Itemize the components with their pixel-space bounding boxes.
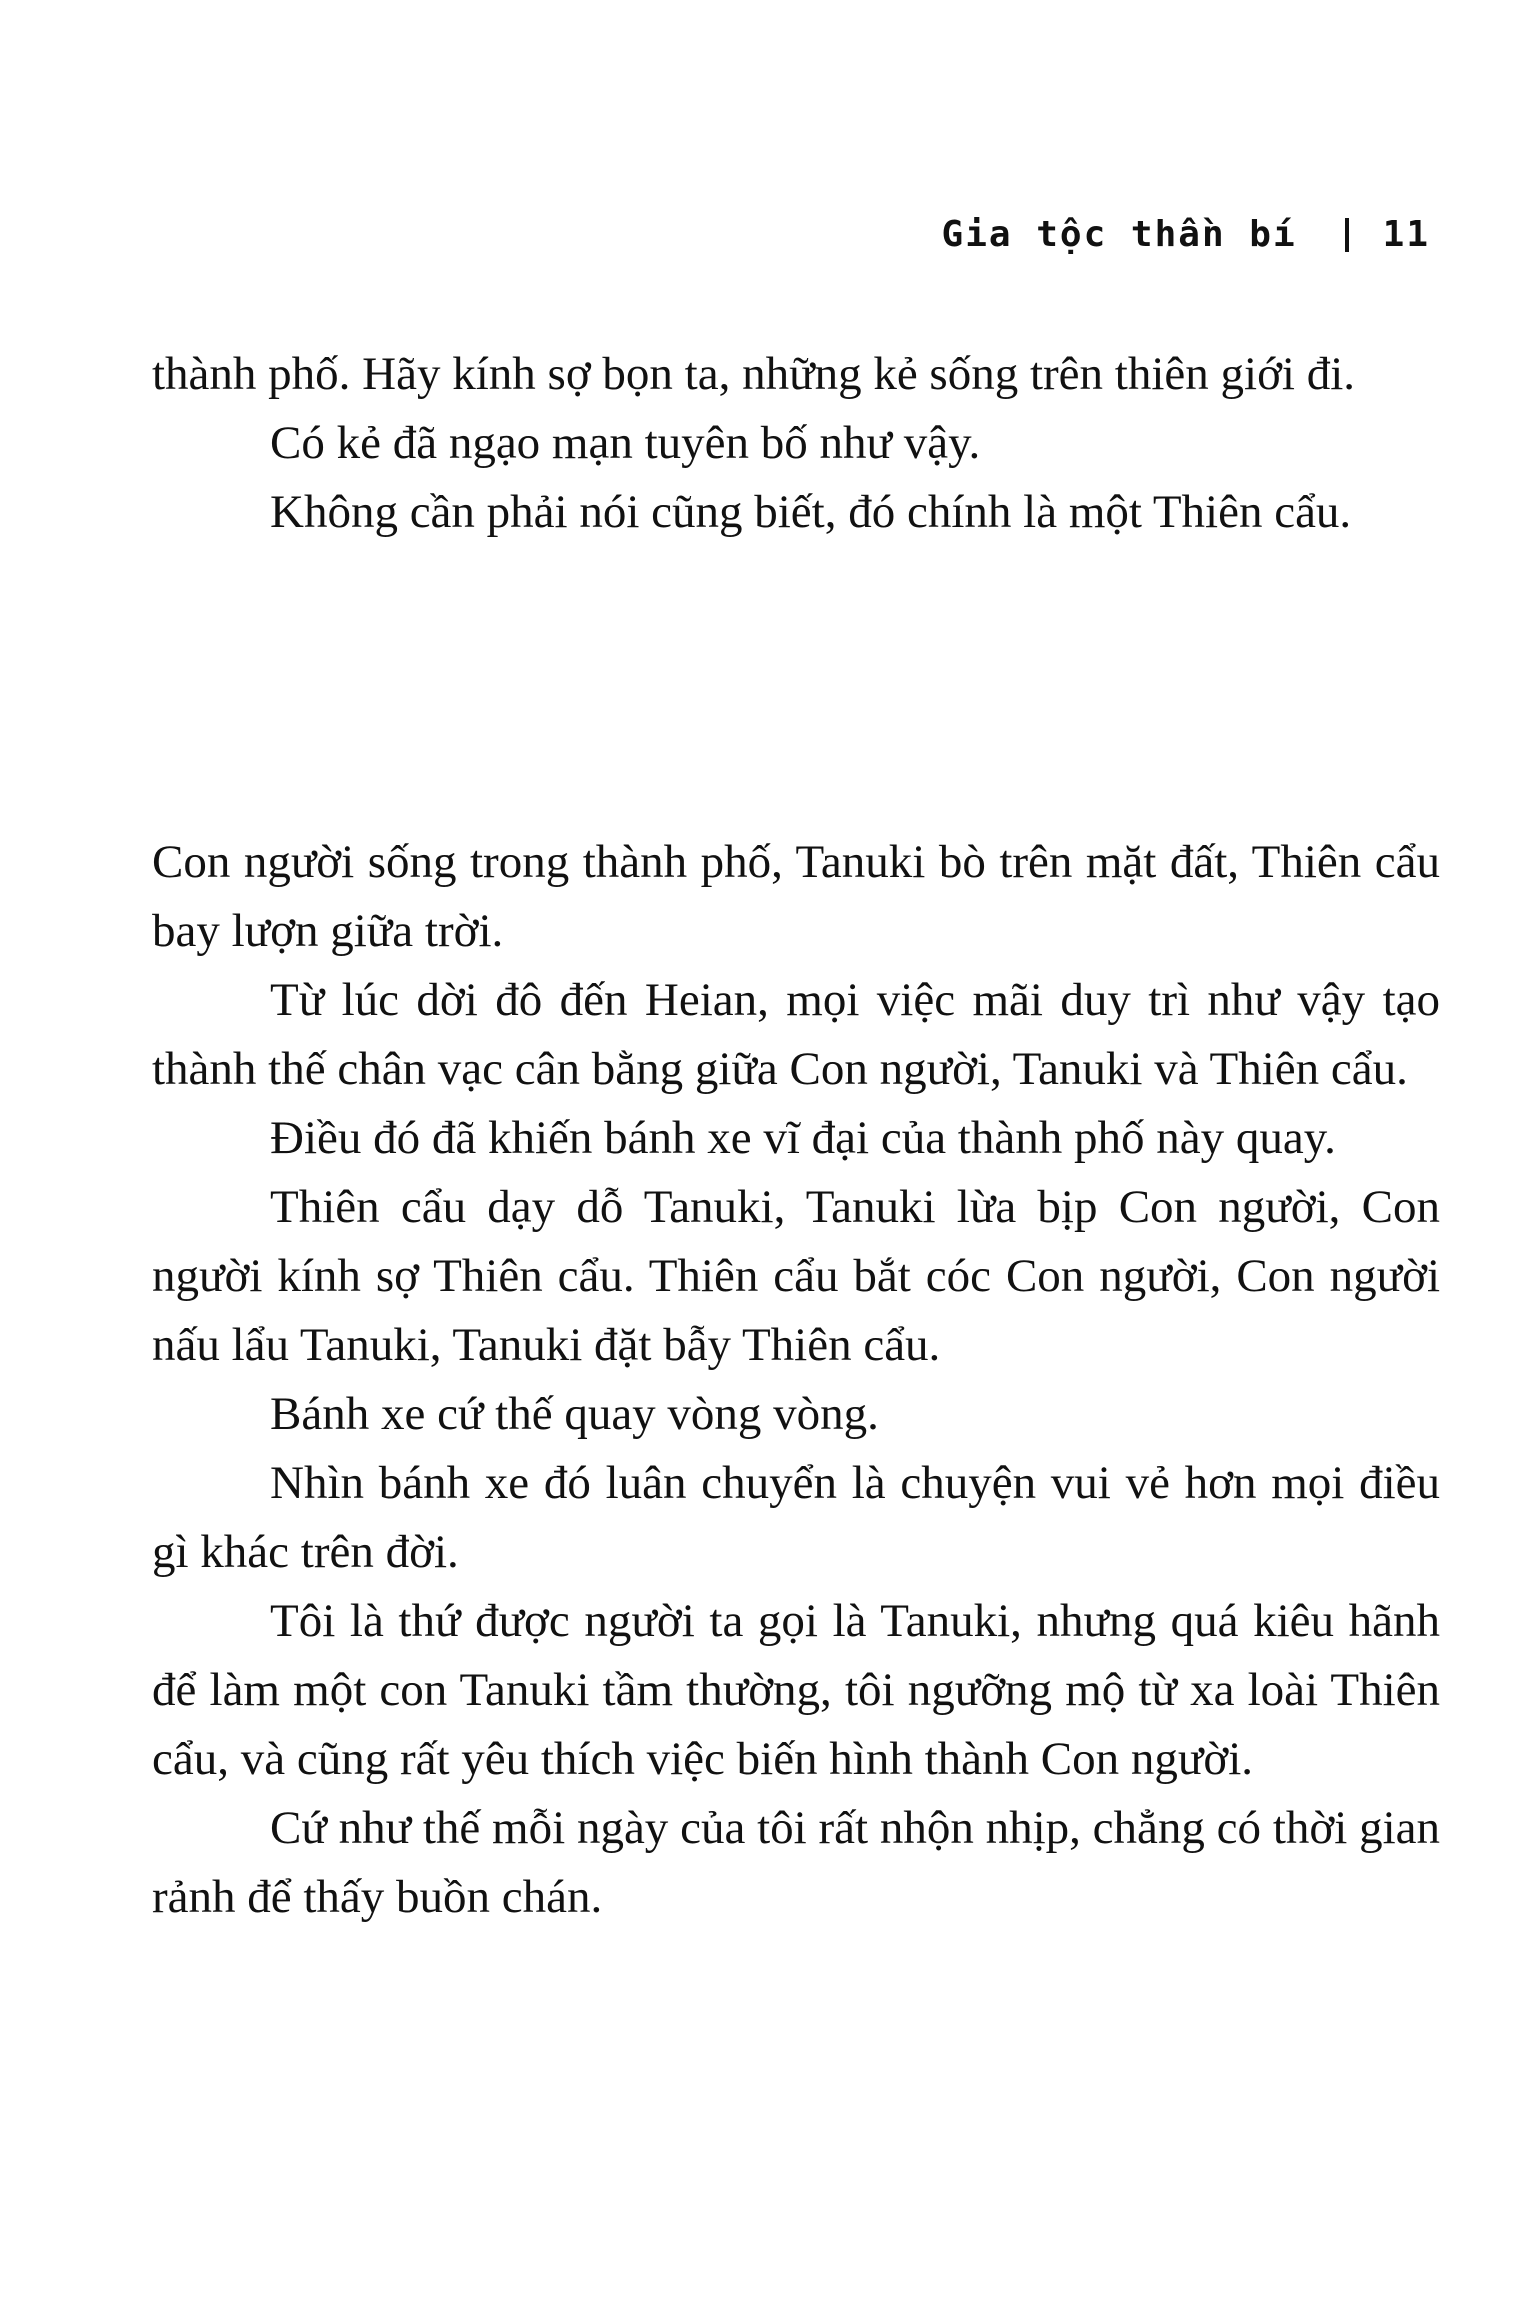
paragraph: Thiên cẩu dạy dỗ Tanuki, Tanuki lừa bịp Con người, Con người kính sợ Thiên cẩu. Thiên cẩu bắt cóc Con người, Con người nấu lẩu Tanuki, Tanuki đặt bẫy Thiên cẩu. (152, 1181, 1440, 1371)
running-header (942, 214, 1430, 255)
chapter-title: Gia tộc thần bí (941, 214, 1297, 255)
paragraph: Cứ như thế mỗi ngày của tôi rất nhộn nhịp, chẳng có thời gian rảnh để thấy buồn chán. (152, 1802, 1440, 1923)
paragraph: Bánh xe cứ thế quay vòng vòng. (270, 1388, 879, 1440)
section-1 (152, 340, 1440, 547)
paragraph: thành phố. Hãy kính sợ bọn ta, những kẻ sống trên thiên giới đi. (152, 348, 1356, 400)
header-separator (1345, 218, 1349, 252)
paragraph: Không cần phải nói cũng biết, đó chính là một Thiên cẩu. (270, 486, 1352, 538)
page-number: 11 (1382, 214, 1430, 255)
paragraph: Nhìn bánh xe đó luân chuyển là chuyện vui vẻ hơn mọi điều gì khác trên đời. (152, 1457, 1440, 1578)
paragraph: Tôi là thứ được người ta gọi là Tanuki, nhưng quá kiêu hãnh để làm một con Tanuki tầm thường, tôi ngưỡng mộ từ xa loài Thiên cẩu, và cũng rất yêu thích việc biến hình thành Con người. (152, 1595, 1440, 1785)
paragraph: Con người sống trong thành phố, Tanuki bò trên mặt đất, Thiên cẩu bay lượn giữa trời. (152, 836, 1440, 957)
paragraph: Từ lúc dời đô đến Heian, mọi việc mãi duy trì như vậy tạo thành thế chân vạc cân bằng giữa Con người, Tanuki và Thiên cẩu. (152, 974, 1440, 1095)
section-2 (152, 828, 1440, 1932)
paragraph: Điều đó đã khiến bánh xe vĩ đại của thành phố này quay. (270, 1112, 1336, 1164)
paragraph: Có kẻ đã ngạo mạn tuyên bố như vậy. (270, 417, 981, 469)
